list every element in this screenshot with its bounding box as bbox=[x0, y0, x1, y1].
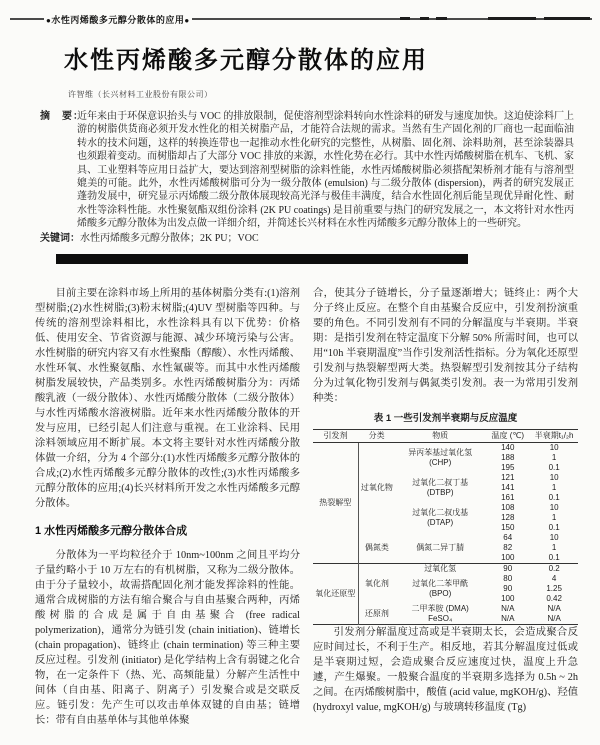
table-cell: 100 bbox=[501, 553, 515, 562]
table-cell: N/A bbox=[547, 604, 561, 613]
table-cell: FeSO₄ bbox=[428, 614, 453, 623]
table-cell: 1 bbox=[551, 543, 557, 552]
table-cell: N/A bbox=[501, 604, 515, 613]
header-rule-left bbox=[10, 18, 44, 20]
scan-artifact bbox=[400, 17, 410, 20]
bullet-icon: ● bbox=[184, 15, 190, 25]
table-cell: N/A bbox=[547, 614, 561, 623]
table-cell: 0.1 bbox=[548, 463, 560, 472]
keywords-line bbox=[40, 232, 574, 245]
scan-artifact bbox=[488, 17, 536, 20]
scan-artifact bbox=[420, 17, 429, 20]
initiator-table-header bbox=[313, 430, 578, 443]
table-cell: 140 bbox=[501, 443, 515, 452]
bullet-icon: ● bbox=[46, 15, 52, 25]
col-header-class: 分类 bbox=[358, 430, 395, 443]
table-cell: 10 bbox=[549, 503, 559, 512]
col-header-substance: 物质 bbox=[395, 430, 485, 443]
table-cell: 82 bbox=[503, 543, 513, 552]
synthesis-paragraph: 分散体为一平均粒径介于 10nm~100nm 之间且平均分子量约略小于 10 万左右的有机树脂，又称为二级分散体。由于分子量较小，故需搭配固化剂才能发挥涂料的性能。通常合成树脂的方法有缩合聚合与自由基聚合两种，丙烯酸树脂的合成是属于自由基聚合 (free radical polymerization)，通常分为链引发 (chain initiation)、链增长 (chain propagation)、链终止 (chain termination) 等三种主要反应过程。引发剂 (initiator) 是化学结构上含有弱键之化合物，在一定条件下（热、光、高频能量）分解产生活性中间体（自由基、阳离子、阴离子）引发聚合或是交联反应。链引发：先产生可以攻击单体双键的自由基；链增长：带有自由基单体与其他单体聚 bbox=[35, 550, 300, 726]
initiator-table-body bbox=[313, 443, 578, 625]
table-cell: 还原剂 bbox=[364, 609, 389, 618]
table-cell: 1 bbox=[551, 483, 557, 492]
keywords-label: 关键词： bbox=[40, 233, 80, 244]
initiator-table bbox=[313, 429, 578, 625]
table-cell: 过氧化物 bbox=[360, 483, 393, 492]
table-cell: 0.2 bbox=[530, 564, 578, 575]
table-cell: 195 bbox=[501, 463, 515, 472]
table-cell: 121 bbox=[501, 473, 515, 482]
running-head bbox=[10, 12, 592, 26]
continuation-paragraph: 合，使其分子链增长，分子量逐渐增大；链终止：两个大分子终止反应。在整个自由基聚合反应中，引发剂扮演重要的角色。不同引发剂有不同的分解温度与半衰期。半衰期：是指引发剂在特定温度下分解 50% 所需时间，也可以用“10h 半衰期温度”当作引发剂活性指标。分为氧化还原型引发剂与热裂解型两大类。热裂解型引发剂按其分子结构分为过氧化物引发剂与偶氮类引发剂。表一为常用引发剂种类： bbox=[313, 288, 578, 404]
table-cell: 偶氮类 bbox=[364, 543, 389, 552]
abstract-block bbox=[40, 110, 574, 231]
body-columns bbox=[35, 286, 578, 741]
table-cell: 90 bbox=[503, 584, 513, 593]
table-cell: 过氧化二叔丁基 (DTBP) bbox=[412, 478, 469, 497]
table-cell: 80 bbox=[503, 574, 513, 583]
table-cell: 1.25 bbox=[546, 584, 562, 593]
abstract-label: 摘 要： bbox=[40, 111, 84, 122]
table-cell: 热裂解型 bbox=[313, 443, 358, 564]
table-cell: N/A bbox=[501, 614, 515, 623]
table-cell: 128 bbox=[501, 513, 515, 522]
col-header-initiator: 引发剂 bbox=[313, 430, 358, 443]
table-cell: 0.1 bbox=[548, 493, 560, 502]
running-head-title bbox=[44, 13, 192, 26]
table-cell: 161 bbox=[501, 493, 515, 502]
table-cell: 0.1 bbox=[548, 523, 560, 532]
col-header-temperature: 温度 (℃) bbox=[485, 430, 530, 443]
section-heading-1: 1 水性丙烯酸多元醇分散体合成 bbox=[35, 525, 188, 537]
table-cell: 108 bbox=[501, 503, 515, 512]
table-cell: 64 bbox=[503, 533, 513, 542]
table-cell: 100 bbox=[501, 594, 515, 603]
table-cell: 4 bbox=[551, 574, 557, 583]
table-cell: 141 bbox=[501, 483, 515, 492]
table-cell: 偶氮二异丁腈 bbox=[416, 543, 465, 552]
running-head-text: 水性丙烯酸多元醇分散体的应用 bbox=[51, 14, 185, 25]
table-cell: 1 bbox=[551, 513, 557, 522]
scan-artifact bbox=[544, 17, 590, 20]
table-cell: 0.42 bbox=[546, 594, 562, 603]
table-cell: 过氧化氢 bbox=[395, 564, 485, 575]
table-cell: 二甲苯胺 (DMA) bbox=[411, 604, 469, 613]
table-cell: 过氧化二叔戊基 (DTAP) bbox=[412, 508, 469, 527]
table-cell: 10 bbox=[549, 533, 559, 542]
table-cell: 1 bbox=[551, 453, 557, 462]
page-title: 水性丙烯酸多元醇分散体的应用 bbox=[64, 47, 428, 74]
table-cell: 188 bbox=[501, 453, 515, 462]
scan-artifact bbox=[436, 17, 447, 20]
col-header-halflife: 半衰期t₁/₂h bbox=[530, 430, 578, 443]
left-column bbox=[35, 286, 300, 741]
header-rule-right bbox=[192, 18, 592, 20]
table-cell: 氧化剂 bbox=[358, 564, 395, 605]
table-row bbox=[313, 564, 578, 575]
table-cell: 氧化还原型 bbox=[313, 564, 358, 625]
intro-paragraph: 目前主要在涂料市场上所用的基体树脂分类有:(1)溶剂型树脂;(2)水性树脂;(3)粉末树脂;(4)UV 型树脂等四种。与传统的溶剂型涂料相比，水性涂料具有以下优势：价格低、使用安全、节省资源与能源、减少环境污染与公害。水性树脂的研究内容又有水性聚酯（醇酸）、水性丙烯酸、水性环氧、水性聚氨酯、水性氟碳等。而其中水性丙烯酸树脂发展较快，产品类别多。水性丙烯酸树脂分为：丙烯酸乳液（一级分散体）、水性丙烯酸分散体（二级分散体）与水性丙烯酸水溶液树脂。近年来水性丙烯酸分散体的开发与应用，已经引起人们注意与重视。在工业涂料、民用涂料领域应用不断扩展。本文将主要针对水性丙烯酸分散体做一介绍，分为 4 个部分:(1)水性丙烯酸多元醇分散体的合成;(2)水性丙烯酸多元醇分散体的改性;(3)水性丙烯酸多元醇分散体的应用;(4)长兴材料所开发之水性丙烯酸多元醇分散体。 bbox=[35, 288, 300, 509]
table-cell: 150 bbox=[501, 523, 515, 532]
author-line: 许智维（长兴材料工业股份有限公司） bbox=[68, 90, 213, 99]
halflife-discussion-paragraph: 引发剂分解温度过高或是半衰期太长，会造成聚合反应时间过长，不利于生产。相反地，若其分解温度过低或是半衰期过短，会造成聚合反应速度过快，温度上升急遽，产生爆聚。一般聚合温度的半衰期多选择为 0.5h ~ 2h 之间。在丙烯酸树脂中，酸值 (acid value, mgKOH/g)、羟值 (hydroxyl value, mgKOH/g) 与玻璃转移温度 (Tg) bbox=[313, 627, 578, 713]
table-cell: 异丙苯基过氧化氢 (CHP) bbox=[408, 448, 473, 467]
table-row bbox=[313, 443, 578, 454]
table-cell: 10 bbox=[549, 473, 559, 482]
section-divider-bar bbox=[56, 254, 468, 264]
abstract-text: 近年来由于环保意识抬头与 VOC 的排放限制，促使溶剂型涂料转向水性涂料的研发与速度加快。这迫使涂料厂上游的树脂供货商必须开发水性化的相关树脂产品，才能符合法规的需求。当然有生产固化剂的厂商也一起面临油转水的技术问题，这样的转换连带也一起推动水性化研究的完整性，从树脂、固化剂、涂料助剂，甚至涂装器具也须跟着变动。而树脂却占了大部分 VOC 排放的来源，水性化势在必行。其中水性丙烯酸树脂在机车、飞机、家具、工业塑料等应用日益扩大，要达到溶剂型树脂的涂料性能，水性丙烯酸树脂必须搭配架桥剂才能有与溶剂型媲美的可能。此外，水性丙烯酸树脂可分为一级分散体 (emulsion) 与二级分散体 (dispersion)，两者的研究发展正蓬勃发展中，研究显示丙烯酸二级分散体展现较高光泽与极佳丰满度，结合水性固化剂后能呈现优异耐化性、耐水性等涂料性能。水性聚氨酯双组份涂料 (2K PU coatings) 是目前重要与热门的研究发展之一，本文将针对水性丙烯酸多元醇分散体为出发点做一详细介绍，并简述长兴材料在水性丙烯酸多元醇分散体上的一些研究。 bbox=[77, 111, 574, 230]
table-caption: 表 1 一些引发剂半衰期与反应温度 bbox=[373, 413, 518, 424]
table-cell: 90 bbox=[485, 564, 530, 575]
keywords-text: 水性丙烯酸多元醇分散体；2K PU；VOC bbox=[80, 233, 259, 244]
table-cell: 10 bbox=[549, 443, 559, 452]
table-cell: 过氧化二苯甲酰 (BPO) bbox=[412, 579, 469, 598]
right-column bbox=[313, 286, 578, 741]
table-cell: 0.1 bbox=[548, 553, 560, 562]
